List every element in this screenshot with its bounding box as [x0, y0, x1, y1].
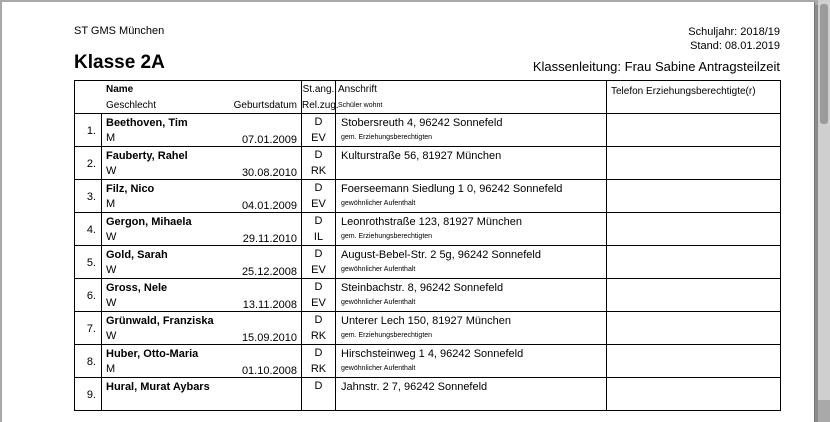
col-gender-label: Geschlecht [106, 100, 157, 111]
student-nationality: D [314, 215, 323, 227]
student-religion: IL [313, 231, 324, 243]
student-birthdate: 01.10.2008 [241, 365, 297, 377]
student-gender: W [106, 165, 117, 177]
student-gender: M [106, 132, 116, 144]
stang-cell [302, 279, 336, 312]
phone-cell [607, 114, 781, 147]
row-number-cell [75, 312, 102, 345]
student-nationality: D [314, 149, 323, 161]
stang-cell [302, 114, 336, 147]
student-gender: M [106, 363, 116, 375]
student-nationality: D [314, 248, 323, 260]
stang-cell [302, 147, 336, 180]
student-birthdate: 29.11.2010 [242, 233, 297, 245]
address-cell [336, 345, 607, 378]
stang-cell [302, 345, 336, 378]
row-number-cell [75, 279, 102, 312]
student-nationality: D [314, 116, 323, 128]
header-stang-cell [302, 81, 339, 114]
student-religion: RK [310, 330, 327, 342]
header-phone-cell [607, 81, 781, 114]
table-row [75, 180, 781, 213]
row-number: 9. [86, 389, 96, 401]
phone-cell [607, 180, 781, 213]
address-cell [336, 378, 607, 411]
student-nationality: D [314, 182, 323, 194]
vertical-scrollbar[interactable] [818, 0, 830, 400]
row-number-cell [75, 147, 102, 180]
stang-cell [302, 378, 336, 411]
student-name-cell [102, 147, 302, 180]
address-cell [336, 114, 607, 147]
student-religion: EV [311, 198, 326, 210]
schoolyear-label: Schuljahr: 2018/19 [688, 26, 780, 38]
table-row [75, 279, 781, 312]
stang-cell [302, 213, 336, 246]
table-row [75, 213, 781, 246]
col-name-label: Name [106, 84, 134, 95]
student-religion: EV [311, 132, 326, 144]
phone-cell [607, 279, 781, 312]
student-name: Beethoven, Tim [106, 117, 188, 129]
student-religion: EV [311, 264, 326, 276]
address-cell [336, 180, 607, 213]
address-cell [336, 147, 607, 180]
header-meta [688, 25, 780, 53]
student-birthdate: 04.01.2009 [241, 200, 297, 212]
class-title: Klasse 2A [74, 52, 165, 73]
student-nationality: D [314, 347, 323, 359]
student-residence-type: gem. Erziehungsberechtigten [341, 233, 433, 240]
stang-cell [302, 246, 336, 279]
student-gender: M [106, 198, 116, 210]
header-name-cell [75, 81, 302, 114]
student-address: Jahnstr. 2 7, 96242 Sonnefeld [341, 381, 488, 393]
student-name: Gross, Nele [106, 282, 168, 294]
table-row [75, 147, 781, 180]
stang-cell [302, 312, 336, 345]
col-address-label: Anschrift [338, 84, 377, 95]
row-number-cell [75, 213, 102, 246]
student-address: Kulturstraße 56, 81927 München [341, 150, 502, 162]
row-number: 1. [86, 125, 96, 137]
student-address: Leonrothstraße 123, 81927 München [341, 216, 523, 228]
row-number: 6. [86, 290, 96, 302]
student-residence-type: gewöhnlicher Aufenthalt [341, 200, 416, 207]
row-number: 3. [86, 191, 96, 203]
student-religion: EV [311, 297, 326, 309]
row-number-cell [75, 345, 102, 378]
col-stang-label: St.ang. [302, 84, 335, 95]
student-name: Grünwald, Franziska [106, 315, 214, 327]
student-name: Hural, Murat Aybars [106, 381, 210, 393]
student-name-cell [102, 246, 302, 279]
student-address: Foerseemann Siedlung 1 0, 96242 Sonnefeld [341, 183, 563, 195]
student-birthdate: 25.12.2008 [241, 266, 297, 278]
row-number: 5. [86, 257, 96, 269]
student-gender: W [106, 297, 117, 309]
student-address: Steinbachstr. 8, 96242 Sonnefeld [341, 282, 504, 294]
student-gender: W [106, 231, 117, 243]
date-label: Stand: 08.01.2019 [690, 40, 780, 52]
student-birthdate: 07.01.2009 [241, 134, 297, 146]
header-address-cell [336, 81, 607, 114]
address-cell [336, 279, 607, 312]
student-residence-type: gewöhnlicher Aufenthalt [341, 266, 416, 273]
student-residence-type: gewöhnlicher Aufenthalt [341, 299, 416, 306]
student-name: Gergon, Mihaela [106, 216, 192, 228]
table-row [75, 312, 781, 345]
phone-cell [607, 147, 781, 180]
student-address: August-Bebel-Str. 2 5g, 96242 Sonnefeld [341, 249, 541, 261]
table-row [75, 378, 781, 411]
col-birthdate-label: Geburtsdatum [233, 100, 297, 111]
row-number: 7. [86, 323, 96, 335]
student-name-cell [102, 378, 302, 411]
student-name-cell [102, 213, 302, 246]
address-cell [336, 213, 607, 246]
student-birthdate: 15.09.2010 [241, 332, 297, 344]
student-name: Gold, Sarah [106, 249, 168, 261]
row-number: 4. [86, 224, 96, 236]
student-residence-type: gem. Erziehungsberechtigten [341, 332, 433, 339]
student-name-cell [102, 114, 302, 147]
student-birthdate: 13.11.2008 [242, 299, 297, 311]
student-name-cell [102, 312, 302, 345]
address-cell [336, 312, 607, 345]
row-number-cell [75, 180, 102, 213]
class-leadership: Klassenleitung: Frau Sabine Antragsteilzeit [532, 59, 780, 74]
address-cell [336, 246, 607, 279]
student-address: Unterer Lech 150, 81927 München [341, 315, 512, 327]
table-row [75, 246, 781, 279]
school-name: ST GMS München [74, 25, 165, 37]
student-birthdate: 30.08.2010 [241, 167, 297, 179]
phone-cell [607, 213, 781, 246]
student-name: Filz, Nico [106, 183, 155, 195]
student-nationality: D [314, 314, 323, 326]
row-number-cell [75, 246, 102, 279]
col-phone-label: Telefon Erziehungsberechtigte(r) [611, 86, 756, 97]
student-name-cell [102, 345, 302, 378]
student-gender: W [106, 330, 117, 342]
student-residence-type: gem. Erziehungsberechtigten [341, 134, 433, 141]
table-row [75, 114, 781, 147]
scrollbar-thumb[interactable] [820, 4, 828, 124]
student-religion: RK [310, 363, 327, 375]
student-address: Hirschsteinweg 1 4, 96242 Sonnefeld [341, 348, 524, 360]
row-number-cell [75, 114, 102, 147]
student-name: Fauberty, Rahel [106, 150, 188, 162]
col-student-lives-label: Schüler wohnt [338, 102, 383, 109]
stang-cell [302, 180, 336, 213]
student-nationality: D [314, 380, 323, 392]
student-gender: W [106, 264, 117, 276]
row-number-cell [75, 378, 102, 411]
student-religion: RK [310, 165, 327, 177]
student-name-cell [102, 180, 302, 213]
student-name-cell [102, 279, 302, 312]
phone-cell [607, 345, 781, 378]
table-row [75, 345, 781, 378]
student-residence-type: gewöhnlicher Aufenthalt [341, 365, 416, 372]
row-number: 8. [86, 356, 96, 368]
table-header-row [75, 81, 781, 114]
phone-cell [607, 378, 781, 411]
col-relzug-label: Rel.zug. [302, 100, 339, 111]
student-nationality: D [314, 281, 323, 293]
phone-cell [607, 246, 781, 279]
student-roster-table [74, 80, 781, 411]
row-number: 2. [86, 158, 96, 170]
document-page [2, 2, 815, 422]
phone-cell [607, 312, 781, 345]
student-address: Stobersreuth 4, 96242 Sonnefeld [341, 117, 503, 129]
student-name: Huber, Otto-Maria [106, 348, 199, 360]
